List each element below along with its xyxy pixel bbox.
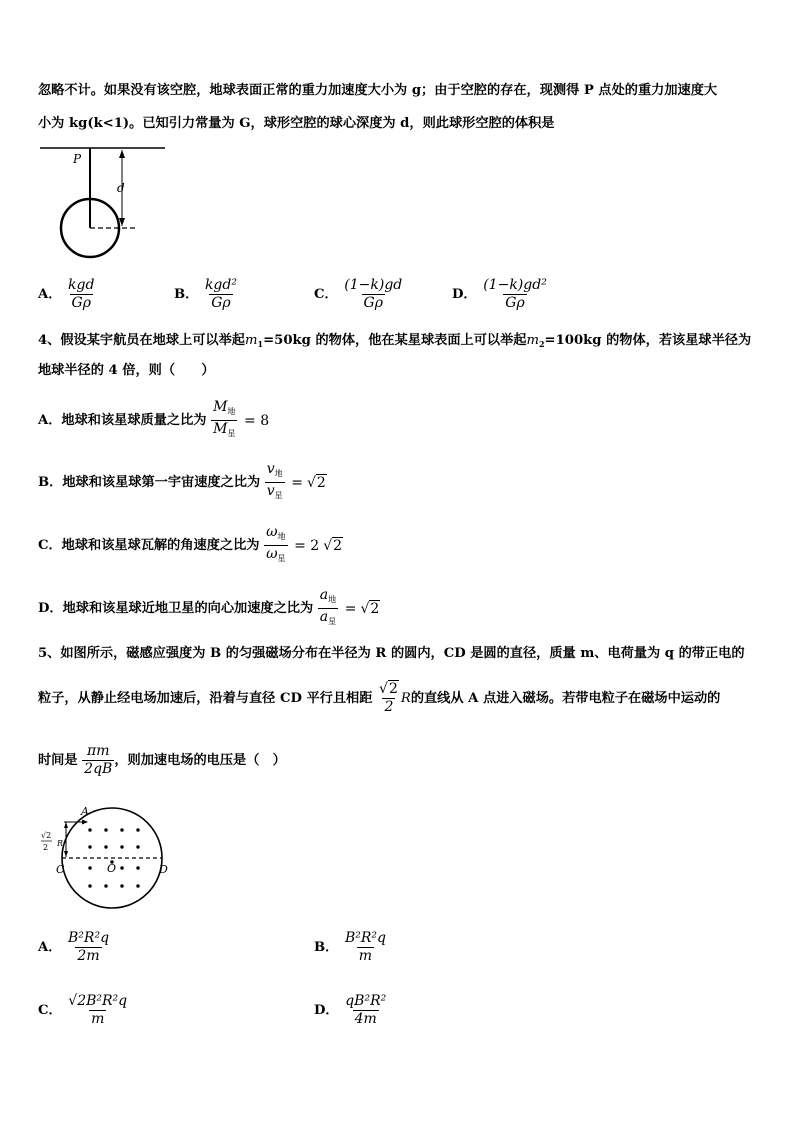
option-rhs: = bbox=[291, 474, 303, 491]
fraction-numerator: v bbox=[266, 461, 275, 477]
subscript: 星 bbox=[328, 617, 337, 626]
q3-option-b-fraction bbox=[203, 277, 239, 312]
subscript: 地 bbox=[274, 469, 283, 478]
fraction-denominator: 4m bbox=[354, 1011, 377, 1027]
q5-text-segment: ，则加速电场的电压是（ ） bbox=[114, 753, 286, 768]
fraction-numerator: B²R²q bbox=[344, 930, 386, 946]
q4-text-segment: =100kg 的物体，若该星球半径为 bbox=[544, 333, 752, 348]
subscript: 地 bbox=[227, 407, 236, 416]
option-letter: D． bbox=[314, 1003, 339, 1018]
q5-text-line1: 5、如图所示，磁感应强度为 B 的匀强磁场分布在半径为 R 的圆内，CD 是圆的直径，质量 m、电荷量为 q 的带正电的 bbox=[38, 646, 745, 661]
radicand: 2 bbox=[333, 537, 343, 554]
q5-line2-fraction bbox=[377, 681, 401, 716]
fraction-denominator: 2 bbox=[384, 699, 394, 715]
q3-label-d: d bbox=[117, 181, 125, 195]
q5-option-d-fraction bbox=[343, 993, 388, 1028]
subscript: 地 bbox=[328, 595, 337, 604]
sqrt-symbol: √2 bbox=[307, 474, 326, 491]
fraction-denominator: 2m bbox=[77, 948, 100, 964]
q4-option-c[interactable] bbox=[38, 524, 345, 567]
subscript: 星 bbox=[227, 429, 236, 438]
option-text: B．地球和该星球第一宇宙速度之比为 bbox=[38, 475, 261, 490]
subscript: 地 bbox=[277, 532, 286, 541]
q3-label-p: P bbox=[73, 152, 82, 166]
q4-option-a-fraction bbox=[211, 399, 237, 442]
q5-option-b-fraction bbox=[343, 930, 388, 965]
sqrt-symbol: √2 bbox=[323, 537, 343, 554]
q4-option-b[interactable] bbox=[38, 461, 329, 504]
q5-label-o: O bbox=[107, 862, 117, 875]
q5-text-line2 bbox=[38, 681, 720, 716]
fraction-denominator: Gρ bbox=[71, 295, 91, 311]
fraction-numerator: (1−k)gd bbox=[344, 277, 403, 293]
fraction-denominator: 2qB bbox=[84, 761, 113, 777]
fraction-numerator: (1−k)gd² bbox=[483, 277, 547, 293]
q4-option-d-fraction bbox=[318, 587, 338, 630]
q4-var-m2-sub: 2 bbox=[538, 339, 545, 349]
option-text: C．地球和该星球瓦解的角速度之比为 bbox=[38, 538, 260, 553]
q4-text-segment: =50kg 的物体，他在某星球表面上可以举起 bbox=[263, 333, 527, 348]
fraction-numerator: kgd bbox=[68, 277, 95, 293]
q5-magnetic-field-figure bbox=[38, 800, 188, 910]
fraction-denominator: a bbox=[319, 609, 329, 625]
option-text: A．地球和该星球质量之比为 bbox=[38, 413, 207, 428]
q5-text-line3 bbox=[38, 743, 286, 778]
q5-label-c: C bbox=[56, 863, 65, 876]
q3-option-c[interactable] bbox=[314, 277, 404, 312]
q5-option-c[interactable] bbox=[38, 993, 129, 1028]
fraction-numerator: M bbox=[213, 399, 228, 415]
option-rhs: = 8 bbox=[244, 412, 270, 429]
radicand: 2 bbox=[388, 681, 398, 697]
q3-text-line1: 忽略不计。如果没有该空腔，地球表面正常的重力加速度大小为 g；由于空腔的存在，现测得 P 点处的重力加速度大 bbox=[38, 83, 718, 98]
fraction-denominator: Gρ bbox=[363, 295, 383, 311]
fraction-numerator: ω bbox=[266, 524, 278, 540]
q4-text-line2: 地球半径的 4 倍，则（ ） bbox=[38, 363, 215, 378]
fraction-numerator: πm bbox=[87, 743, 110, 759]
option-rhs: = 2 bbox=[294, 537, 320, 554]
option-text: D．地球和该星球近地卫星的向心加速度之比为 bbox=[38, 601, 314, 616]
sqrt-symbol: √2 bbox=[379, 681, 398, 697]
q4-var-m1-sub: 1 bbox=[257, 339, 264, 349]
q3-option-a[interactable] bbox=[38, 277, 96, 312]
q5-option-a[interactable] bbox=[38, 930, 111, 965]
option-letter: B． bbox=[314, 940, 339, 955]
q3-cavity-figure bbox=[40, 140, 170, 265]
q5-label-d: D bbox=[159, 863, 168, 876]
q5-option-b[interactable] bbox=[314, 930, 388, 965]
q4-option-d[interactable] bbox=[38, 587, 382, 630]
fraction-denominator: ω bbox=[266, 546, 278, 562]
fraction-numerator: qB²R² bbox=[345, 993, 387, 1009]
subscript: 星 bbox=[274, 491, 283, 500]
option-letter: A． bbox=[38, 940, 62, 955]
q3-option-b[interactable] bbox=[174, 277, 239, 312]
fraction-numerator: B²R²q bbox=[68, 930, 110, 946]
q4-option-c-fraction bbox=[264, 524, 287, 567]
fraction-numerator: kgd² bbox=[204, 277, 237, 293]
q5-line3-fraction bbox=[82, 743, 114, 778]
q5-label-frac-den: 2 bbox=[43, 843, 49, 852]
q3-option-a-fraction bbox=[66, 277, 96, 312]
q3-option-c-fraction bbox=[342, 277, 404, 312]
fraction-denominator: v bbox=[266, 483, 275, 499]
option-letter: B． bbox=[174, 287, 199, 302]
q4-var-m2: m bbox=[526, 333, 539, 348]
option-letter: D． bbox=[452, 287, 477, 302]
fraction-denominator: M bbox=[213, 421, 228, 437]
q5-label-r: R bbox=[57, 839, 64, 848]
radicand: 2 bbox=[370, 600, 380, 617]
option-rhs: = bbox=[344, 600, 357, 617]
q5-text-segment: 粒子，从静止经电场加速后，沿着与直径 CD 平行且相距 bbox=[38, 691, 373, 706]
subscript: 星 bbox=[277, 554, 286, 563]
q3-option-d[interactable] bbox=[452, 277, 549, 312]
q5-text-segment: 时间是 bbox=[38, 753, 78, 768]
fraction-denominator: Gρ bbox=[211, 295, 231, 311]
fraction-numerator: a bbox=[319, 587, 329, 603]
q4-text-segment: 4、假设某宇航员在地球上可以举起 bbox=[38, 333, 245, 348]
q5-label-a: A bbox=[81, 805, 89, 818]
q5-option-c-fraction bbox=[66, 993, 129, 1028]
option-letter: C． bbox=[314, 287, 338, 302]
radicand: 2 bbox=[316, 474, 326, 491]
option-letter: A． bbox=[38, 287, 62, 302]
fraction-denominator: m bbox=[358, 948, 373, 964]
q4-option-a[interactable] bbox=[38, 399, 271, 442]
q3-text-line2: 小为 kg(k<1)。已知引力常量为 G，球形空腔的球心深度为 d，则此球形空腔的体积是 bbox=[38, 116, 555, 131]
sqrt-symbol: √2 bbox=[360, 600, 380, 617]
fraction-numerator: √2B²R²q bbox=[68, 993, 128, 1009]
fraction-denominator: m bbox=[91, 1011, 105, 1027]
q4-option-b-fraction bbox=[265, 461, 285, 504]
fraction-denominator: Gρ bbox=[505, 295, 525, 311]
q5-text-segment: 的直线从 A 点进入磁场。若带电粒子在磁场中运动的 bbox=[410, 691, 721, 706]
q3-option-d-fraction bbox=[481, 277, 549, 312]
q5-label-frac-num: √2 bbox=[41, 831, 52, 840]
q5-var-r: R bbox=[400, 691, 411, 706]
q4-text-line1 bbox=[38, 333, 751, 352]
q5-option-d[interactable] bbox=[314, 993, 388, 1028]
q4-var-m1: m bbox=[245, 333, 258, 348]
option-letter: C． bbox=[38, 1003, 62, 1018]
q5-option-a-fraction bbox=[66, 930, 111, 965]
